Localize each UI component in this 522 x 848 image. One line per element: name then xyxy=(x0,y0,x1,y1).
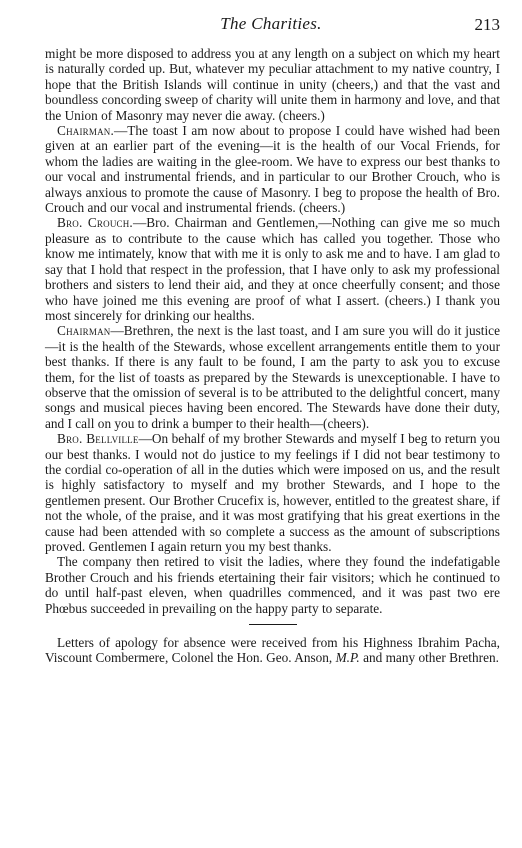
paragraph-text: might be more disposed to address you at any length on a subject on which my heart is naturally corded up. But, whatever my peculiar attachment to my native country, I hope that the British Islands will continue in unity (cheers,) and that the vast and boundless concording sweep of charity will unite them in harmony and love, and that the Union of Masonry may never die away. (cheers.) xyxy=(45,46,500,123)
paragraph-text: —Bro. Chairman and Gentlemen,—Nothing can give me so much pleasure as to contribute to the cause which has called you together. Those who know me intimately, know that with me it is only to ask me and to have. I am glad to say that I hold that respect in the profession, that I have only to ask my professional brothers and sisters to lend their aid, and they at once cheerfully consent; and those who have joined me this evening are proof of what I assert. (cheers.) I thank you most sincerely for drinking our healths. xyxy=(45,215,500,323)
paragraph xyxy=(45,215,500,323)
apology-paragraph xyxy=(45,635,500,666)
paragraph xyxy=(45,123,500,215)
page-number: 213 xyxy=(474,15,500,34)
running-title: The Charities. xyxy=(220,14,322,33)
paragraph-text: The company then retired to visit the ladies, where they found the indefatigable Brother Crouch and his friends etertaining their fair visitors; which he continued to do until half-past eleven, when quadrilles commenced, and it was past two ere Phœbus succeeded in prevailing on the happy party to separate. xyxy=(45,554,500,616)
body-text xyxy=(45,46,500,666)
speaker-name: Chairman. xyxy=(57,123,114,139)
paragraph xyxy=(45,46,500,123)
paragraph xyxy=(45,323,500,431)
paragraph xyxy=(45,554,500,616)
paragraph-text: —On behalf of my brother Stewards and myself I beg to return you our best thanks. I would not do justice to my feelings if I did not bear testimony to the cordial co-operation of all in the duties which were imposed on us, and the result is highly satisfactory to myself and my brother Stewards, and I hope to the gentlemen present. Our Brother Crucefix is, however, entitled to the greatest share, if not the whole, of the praise, and it was most gratifying that his great exertions in the cause had been attended with so complete a success as the amount of subscriptions proved. Gentlemen I again return you my best thanks. xyxy=(45,431,500,554)
page-header xyxy=(40,14,502,36)
paragraph-text: —The toast I am now about to propose I could have wished had been given at an earlier part of the evening—it is the health of our Vocal Friends, for whom the ladies are waiting in the glee-room. We have to express our best thanks to our vocal and instrumental friends, and in particular to our Brother Crouch, who is always anxious to promote the cause of Masonry. I beg to propose the health of Bro. Crouch and our vocal and instrumental friends. (cheers.) xyxy=(45,123,500,216)
paragraph-text: —Brethren, the next is the last toast, and I am sure you will do it justice—it is the health of the Stewards, whose excellent arrangements entitle them to your best thanks. If there is any fault to be found, I am the party to ask you to excuse them, for the list of toasts as prepared by the Stewards is unexceptionable. I have to observe that the omission of several is to be attributed to the delightful concert, many songs and musical pieces having been encored. The Stewards have done their duty, and I call on you to drink a bumper to their health—(cheers). xyxy=(45,323,500,431)
section-divider xyxy=(249,624,297,625)
speaker-name: Chairman xyxy=(57,323,111,339)
apology-text: Letters of apology for absence were received from his Highness Ibrahim Pacha, Viscount Combermere, Colonel the Hon. Geo. Anson, xyxy=(45,635,500,666)
speaker-name: Bro. Bellville xyxy=(57,431,139,447)
apology-tail: and many other Brethren. xyxy=(363,650,499,666)
paragraph xyxy=(45,431,500,554)
title-abbreviation: M.P. xyxy=(335,650,360,666)
speaker-name: Bro. Crouch. xyxy=(57,215,133,231)
